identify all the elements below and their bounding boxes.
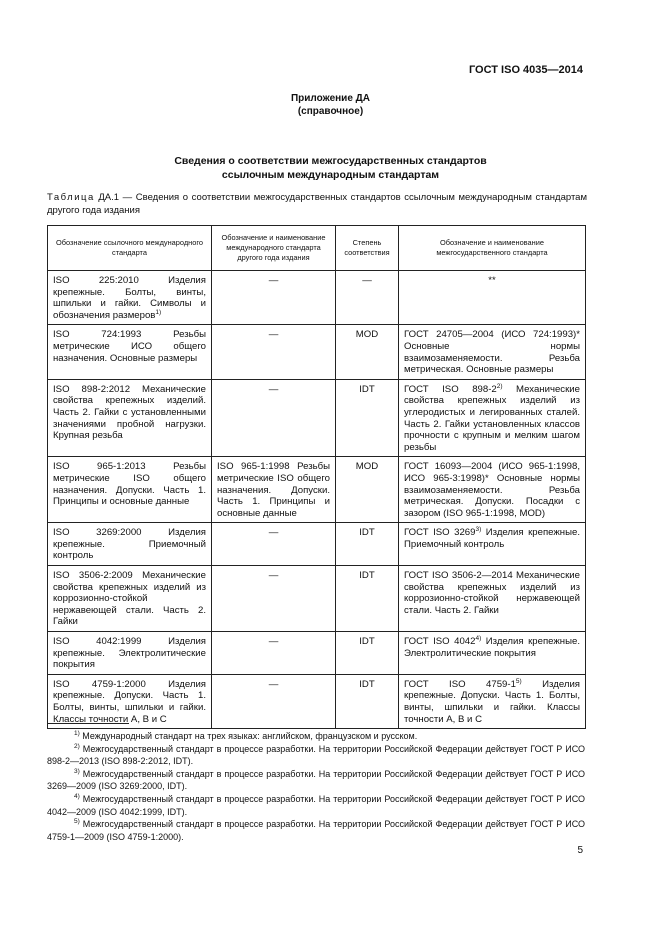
table-row <box>48 325 586 379</box>
footnote-mark: 4) <box>74 792 80 800</box>
cell-intl-standard <box>48 632 212 675</box>
cell-national-standard <box>399 523 586 566</box>
table-caption-label: Таблица <box>47 192 95 203</box>
cell-other-year-standard: — <box>212 632 336 675</box>
footnote-text: Межгосударственный стандарт в процессе разработки. На территории Российской Федерации действует ГОСТ Р ИСО 3269—2009 (ISO 3269:2000, IDT). <box>47 768 585 792</box>
header-degree: Степень соответствия <box>336 226 399 271</box>
intl-standard-text: ISO 4042:1999 Изделия крепежные. Электролитические покрытия <box>53 636 206 671</box>
cell-other-year-standard: — <box>212 674 336 728</box>
intl-standard-text: ISO 225:2010 Изделия крепежные. Болты, винты, шпильки и гайки. Символы и обозначения размеров <box>53 275 206 321</box>
footnote-text: Межгосударственный стандарт в процессе разработки. На территории Российской Федерации действует ГОСТ Р ИСО 898-2—2013 (ISO 898-2:2012, IDT). <box>47 743 585 767</box>
footnote-text: Международный стандарт на трех языках: английском, французском и русском. <box>79 731 418 741</box>
cell-other-year-standard: — <box>212 379 336 457</box>
national-standard-text: ** <box>488 275 496 286</box>
appendix-heading <box>0 92 661 118</box>
national-standard-text: ГОСТ 24705—2004 (ИСО 724:1993)* Основные нормы взаимозаменяемости. Резьба метрическая. Основные размеры <box>404 329 580 376</box>
footnote-mark: 5) <box>74 818 80 826</box>
table-row <box>48 632 586 675</box>
correspondence-table <box>47 225 586 729</box>
intl-standard-text: ISO 3269:2000 Изделия крепежные. Приемочный контроль <box>53 527 206 562</box>
cell-degree: IDT <box>336 379 399 457</box>
cell-national-standard <box>399 632 586 675</box>
cell-national-standard <box>399 379 586 457</box>
cell-intl-standard <box>48 457 212 523</box>
cell-other-year-standard: — <box>212 271 336 325</box>
footnote <box>47 730 585 743</box>
footnote-text: Межгосударственный стандарт в процессе разработки. На территории Российской Федерации действует ГОСТ Р ИСО 4042—2009 (ISO 4042:1999, IDT). <box>47 793 585 817</box>
cell-intl-standard <box>48 271 212 325</box>
national-footnote-mark: 3) <box>475 526 482 534</box>
footnote <box>47 768 585 793</box>
table-row <box>48 271 586 325</box>
cell-degree: IDT <box>336 566 399 632</box>
footnote-mark: 1) <box>74 730 80 737</box>
appendix-subtitle: (справочное) <box>297 106 364 117</box>
footnote-mark: 2) <box>74 742 80 750</box>
footnote <box>47 743 585 768</box>
header-other-year-standard: Обозначение и наименование международного стандарта другого года издания <box>212 226 336 271</box>
cell-degree: — <box>336 271 399 325</box>
intl-standard-text: ISO 724:1993 Резьбы метрические ИСО общего назначения. Основные размеры <box>53 329 206 364</box>
cell-degree: IDT <box>336 674 399 728</box>
cell-intl-standard <box>48 325 212 379</box>
national-standard-text: ГОСТ ISO 3506-2—2014 Механические свойства крепежных изделий из коррозионно-стойкой нержавеющей стали. Часть 2. Гайки <box>404 570 580 616</box>
header-intl-standard: Обозначение ссылочного международного стандарта <box>48 226 212 271</box>
cell-other-year-standard: ISO 965-1:1998 Резьбы метрические ISO общего назначения. Допуски. Часть 1. Принципы и основные данные <box>212 457 336 523</box>
national-footnote-mark: 4) <box>475 635 482 643</box>
header-national-standard: Обозначение и наименование межгосударственного стандарта <box>399 226 586 271</box>
cell-national-standard <box>399 325 586 379</box>
document-code: ГОСТ ISO 4035—2014 <box>468 64 583 76</box>
table-row <box>48 457 586 523</box>
table-caption-text: ДА.1 — Сведения о соответствии межгосударственных стандартов ссылочным международным стандартам другого года издания <box>47 192 587 216</box>
table-row <box>48 523 586 566</box>
cell-degree: IDT <box>336 523 399 566</box>
cell-national-standard <box>399 674 586 728</box>
table-row <box>48 566 586 632</box>
cell-other-year-standard: — <box>212 566 336 632</box>
national-standard-tail: Механические свойства крепежных изделий из углеродистых и легированных сталей. Часть 2. Гайки установленных классов прочности с крупным и мелким шагом резьбы <box>404 383 580 453</box>
intl-standard-text: ISO 4759-1:2000 Изделия крепежные. Допуски. Часть 1. Болты, винты, шпильки и гайки. Классы точности А, В и С <box>53 678 206 725</box>
footnote <box>47 818 585 843</box>
national-standard-text: ГОСТ ISO 4759-1 <box>404 678 516 690</box>
cell-degree: MOD <box>336 325 399 379</box>
national-standard-text: ГОСТ ISO 3269 <box>404 527 476 539</box>
cell-intl-standard <box>48 674 212 728</box>
national-footnote-mark: 5) <box>515 677 522 685</box>
cell-other-year-standard: — <box>212 523 336 566</box>
table-row <box>48 379 586 457</box>
national-standard-text: ГОСТ ISO 4042 <box>404 636 476 648</box>
cell-intl-standard <box>48 566 212 632</box>
national-standard-tail: Изделия крепежные. Допуски. Часть 1. Болты, винты, шпильки и гайки. Классы точности А, В и С <box>404 678 580 725</box>
footnote-text: Межгосударственный стандарт в процессе разработки. На территории Российской Федерации действует ГОСТ Р ИСО 4759-1—2009 (ISO 4759-1:2000). <box>47 819 585 842</box>
footnotes <box>47 730 585 843</box>
section-title <box>0 154 661 182</box>
intl-standard-text: ISO 898-2:2012 Механические свойства крепежных изделий. Часть 2. Гайки с установленными значениями пробной нагрузки. Крупная резьба <box>53 383 206 442</box>
cell-national-standard <box>399 457 586 523</box>
national-standard-text: ГОСТ ISO 898-2 <box>404 383 497 395</box>
footnote <box>47 793 585 818</box>
footnote-mark: 3) <box>74 767 80 775</box>
appendix-title: Приложение ДА <box>290 93 371 104</box>
intl-footnote-mark: 1) <box>155 308 162 316</box>
table-caption <box>47 191 587 217</box>
cell-degree: MOD <box>336 457 399 523</box>
table-row <box>48 674 586 728</box>
page-number: 5 <box>577 845 583 856</box>
national-footnote-mark: 2) <box>496 382 503 390</box>
cell-other-year-standard: — <box>212 325 336 379</box>
national-standard-tail: Изделия крепежные. Электролитические покрытия <box>404 636 580 659</box>
national-standard-text: ГОСТ 16093—2004 (ИСО 965-1:1998, ИСО 965-3:1998)* Основные нормы взаимозаменяемости. Резьба метрическая. Допуски. Посадки с зазором (ISO 965-1:1998, MOD) <box>404 461 580 519</box>
intl-standard-text: ISO 965-1:2013 Резьбы метрические ISO общего назначения. Допуски. Часть 1. Принципы и основные данные <box>53 461 206 508</box>
cell-intl-standard <box>48 379 212 457</box>
cell-national-standard <box>399 566 586 632</box>
cell-degree: IDT <box>336 632 399 675</box>
section-title-line1: Сведения о соответствии межгосударственных стандартов <box>174 155 487 167</box>
cell-national-standard <box>399 271 586 325</box>
national-standard-tail: Изделия крепежные. Приемочный контроль <box>404 527 580 550</box>
section-title-line2: ссылочным международным стандартам <box>221 169 440 181</box>
table-header-row <box>48 226 586 271</box>
intl-standard-text: ISO 3506-2:2009 Механические свойства крепежных изделий из коррозионно-стойкой нержавеющей стали. Часть 2. Гайки <box>53 570 206 628</box>
footnote-separator <box>47 723 129 724</box>
cell-intl-standard <box>48 523 212 566</box>
